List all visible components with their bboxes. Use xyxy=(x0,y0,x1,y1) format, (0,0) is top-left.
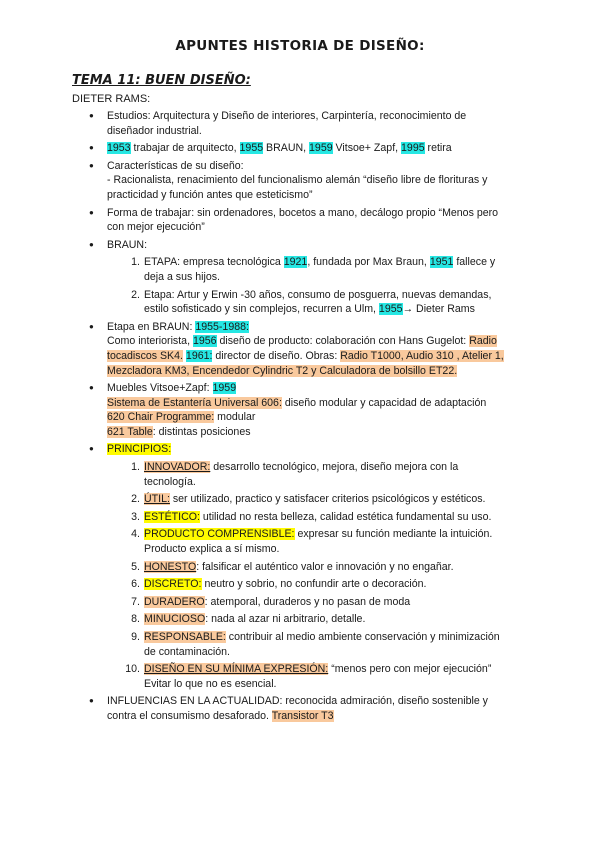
principle-item: 2. ÚTIL: ser utilizado, practico y satisfacer criterios psicológicos y estéticos. xyxy=(131,493,486,506)
bullet-influences: ● INFLUENCIAS EN LA ACTUALIDAD: reconocida admiración, diseño sostenible y contra el consumismo desaforado. Transistor T3 xyxy=(0,694,600,723)
braun-stage-1: 1. ETAPA: empresa tecnológica 1921, fundada por Max Braun, 1951 fallece y deja a sus hijos. xyxy=(131,256,496,283)
bullet-design-traits: ● Características de su diseño: - Racionalista, renacimiento del funcionalismo alemán “diseño libre de florituras y practicidad y función antes que esteticismo” xyxy=(0,159,600,203)
principle-item: 5. HONESTO: falsificar el auténtico valor e innovación y no engañar. xyxy=(131,560,454,573)
principle-item: 3. ESTÉTICO: utilidad no resta belleza, calidad estética fundamental su uso. xyxy=(131,510,492,523)
document-title: APUNTES HISTORIA DE DISEÑO: xyxy=(175,38,425,54)
bullet-braun-period: ● Etapa en BRAUN: 1955-1988: Como interiorista, 1956 diseño de producto: colaboración con Hans Gugelot: Radio tocadiscos SK4. 1961: director de diseño. Obras: Radio T1000, Audio 310 , Atelier 1, Mezcladora KM3, Encendedor Cylindric T2 y Calculadora de bolsillo ET22. xyxy=(0,320,600,378)
notes-body xyxy=(0,106,600,724)
principle-item: 6. DISCRETO: neutro y sobrio, no confundir arte o decoración. xyxy=(131,578,427,591)
principle-item: 4. PRODUCTO COMPRENSIBLE: expresar su función mediante la intuición. Producto explica a sí mismo. xyxy=(131,528,493,556)
principle-item: 9. RESPONSABLE: contribuir al medio ambiente conservación y minimización de contaminación. xyxy=(131,631,500,658)
bullet-principles: ● PRINCIPIOS: xyxy=(0,442,600,457)
topic-heading: TEMA 11: BUEN DISEÑO: xyxy=(72,73,251,88)
bullet-career-years: ● 1953 trabajar de arquitecto, 1955 BRAUN, 1959 Vitsoe+ Zapf, 1995 retira xyxy=(0,141,600,156)
principle-item: 10. DISEÑO EN SU MÍNIMA EXPRESIÓN: “menos pero con mejor ejecución” Evitar lo que no es esencial. xyxy=(125,663,492,690)
principle-item: 1. INNOVADOR: desarrollo tecnológico, mejora, diseño mejora con la tecnología. xyxy=(131,461,459,488)
principle-item: 8. MINUCIOSO: nada al azar ni arbitrario, detalle. xyxy=(131,613,366,626)
author-name: DIETER RAMS: xyxy=(72,93,151,105)
braun-stage-2: 2. Etapa: Artur y Erwin -30 años, consumo de posguerra, nuevas demandas, estilo sofisticado y sin complejos, recurren a Ulm, 1955→ Dieter Rams xyxy=(131,288,492,316)
bullet-studies: ● Estudios: Arquitectura y Diseño de interiores, Carpintería, reconocimiento de diseñador industrial. xyxy=(0,109,600,138)
bullet-vitsoe: ● Muebles Vitsoe+Zapf: 1959 Sistema de Estantería Universal 606: diseño modular y capacidad de adaptación 620 Chair Programme: modular 621 Table: distintas posiciones xyxy=(0,381,600,439)
principle-item: 7. DURADERO: atemporal, duraderos y no pasan de moda xyxy=(131,595,411,608)
bullet-braun: ● BRAUN: xyxy=(0,238,600,253)
bullet-work-method: ● Forma de trabajar: sin ordenadores, bocetos a mano, decálogo propio “Menos pero con mejor ejecución” xyxy=(0,206,600,235)
